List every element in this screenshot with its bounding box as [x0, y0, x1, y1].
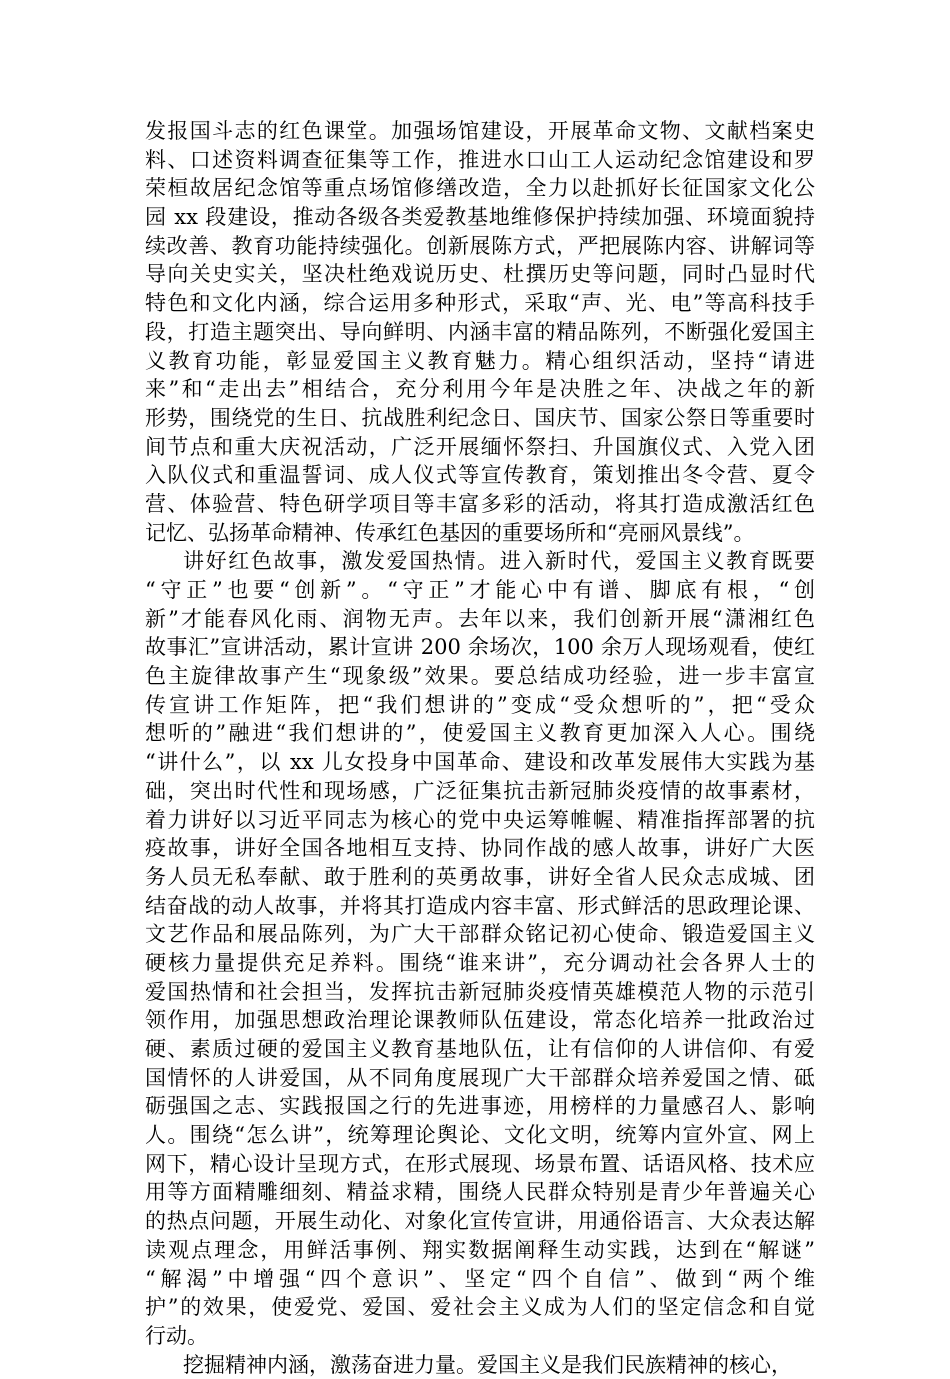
text-line: 传宣讲工作矩阵，把“我们想讲的”变成“受众想听的”，把“受众 [145, 692, 815, 717]
text-line: “解渴”中增强“四个意识”、坚定“四个自信”、做到“两个维 [145, 1266, 815, 1291]
text-line: “讲什么”，以 xx 儿女投身中国革命、建设和改革发展伟大实践为基 [145, 750, 815, 775]
text-line: 领作用，加强思想政治理论课教师队伍建设，常态化培养一批政治过 [145, 1008, 815, 1033]
text-line: 发报国斗志的红色课堂。加强场馆建设，开展革命文物、文献档案史 [145, 119, 815, 143]
text-line: 园 xx 段建设，推动各级各类爱教基地维修保护持续加强、环境面貌持 [145, 205, 815, 230]
text-line: 人。围绕“怎么讲”，统筹理论舆论、文化文明，统筹内宣外宣、网上 [145, 1123, 815, 1148]
text-line: 新”才能春风化雨、润物无声。去年以来，我们创新开展“潇湘红色 [145, 606, 815, 631]
text-line: 砺强国之志、实践报国之行的先进事迹，用榜样的力量感召人、影响 [145, 1094, 815, 1119]
text-line: 故事汇”宣讲活动，累计宣讲 200 余场次，100 余万人现场观看，使红 [145, 635, 815, 660]
text-line: 文艺作品和展品陈列，为广大干部群众铭记初心使命、锻造爱国主义 [145, 922, 815, 947]
text-line: 爱国热情和社会担当，发挥抗击新冠肺炎疫情英雄模范人物的示范引 [145, 979, 815, 1004]
text-line: 色主旋律故事产生“现象级”效果。要总结成功经验，进一步丰富宣 [145, 664, 815, 689]
text-line: 读观点理念，用鲜活事例、翔实数据阐释生动实践，达到在“解谜” [145, 1237, 815, 1262]
text-line: 的热点问题，开展生动化、对象化宣传宣讲，用通俗语言、大众表达解 [145, 1209, 815, 1234]
text-line: 荣桓故居纪念馆等重点场馆修缮改造，全力以赴抓好长征国家文化公 [145, 176, 815, 201]
text-line: 续改善、教育功能持续强化。创新展陈方式，严把展陈内容、讲解词等 [145, 233, 815, 258]
text-line: 形势，围绕党的生日、抗战胜利纪念日、国庆节、国家公祭日等重要时 [145, 405, 815, 430]
text-line: 讲好红色故事，激发爱国热情。进入新时代，爱国主义教育既要 [183, 549, 815, 574]
document-body [145, 117, 815, 1379]
text-line: 营、体验营、特色研学项目等丰富多彩的活动，将其打造成激活红色 [145, 491, 815, 516]
text-line: 护”的效果，使爱党、爱国、爱社会主义成为人们的坚定信念和自觉 [145, 1295, 815, 1320]
text-line: 疫故事，讲好全国各地相互支持、协同作战的感人故事，讲好广大医 [145, 836, 815, 861]
paragraph [145, 117, 815, 547]
text-line: 用等方面精雕细刻、精益求精，围绕人民群众特别是青少年普遍关心 [145, 1180, 815, 1205]
text-line: “守正”也要“创新”。“守正”才能心中有谱、脚底有根，“创 [145, 578, 815, 602]
paragraph [145, 547, 815, 1350]
text-line: 挖掘精神内涵，激荡奋进力量。爱国主义是我们民族精神的核心， [183, 1352, 792, 1377]
text-line: 国情怀的人讲爱国，从不同角度展现广大干部群众培养爱国之情、砥 [145, 1065, 815, 1090]
text-line: 来”和“走出去”相结合，充分利用今年是决胜之年、决战之年的新 [145, 377, 815, 402]
text-line: 段，打造主题突出、导向鲜明、内涵丰富的精品陈列，不断强化爱国主 [145, 319, 815, 344]
text-line: 结奋战的动人故事，并将其打造成内容丰富、形式鲜活的思政理论课、 [145, 893, 815, 918]
text-line: 间节点和重大庆祝活动，广泛开展缅怀祭扫、升国旗仪式、入党入团 [145, 434, 815, 459]
text-line: 义教育功能，彰显爱国主义教育魅力。精心组织活动，坚持“请进 [145, 348, 815, 373]
text-line: 着力讲好以习近平同志为核心的党中央运筹帷幄、精准指挥部署的抗 [145, 807, 815, 832]
text-line: 料、口述资料调查征集等工作，推进水口山工人运动纪念馆建设和罗 [145, 147, 815, 172]
text-line: 特色和文化内涵，综合运用多种形式，采取“声、光、电”等高科技手 [145, 291, 815, 316]
text-line: 行动。 [145, 1323, 208, 1348]
text-line: 入队仪式和重温誓词、成人仪式等宣传教育，策划推出冬令营、夏令 [145, 463, 815, 488]
text-line: 硬核力量提供充足养料。围绕“谁来讲”，充分调动社会各界人士的 [145, 950, 815, 975]
text-line: 记忆、弘扬革命精神、传承红色基因的重要场所和“亮丽风景线”。 [145, 520, 755, 545]
text-line: 网下，精心设计呈现方式，在形式展现、场景布置、话语风格、技术应 [145, 1151, 815, 1176]
paragraph [145, 1351, 815, 1379]
text-line: 想听的”融进“我们想讲的”，使爱国主义教育更加深入人心。围绕 [145, 721, 815, 746]
text-line: 础，突出时代性和现场感，广泛征集抗击新冠肺炎疫情的故事素材， [145, 778, 815, 803]
text-line: 导向关史实关，坚决杜绝戏说历史、杜撰历史等问题，同时凸显时代 [145, 262, 815, 287]
text-line: 务人员无私奉献、敢于胜利的英勇故事，讲好全省人民众志成城、团 [145, 864, 815, 889]
text-line: 硬、素质过硬的爱国主义教育基地队伍，让有信仰的人讲信仰、有爱 [145, 1037, 815, 1061]
